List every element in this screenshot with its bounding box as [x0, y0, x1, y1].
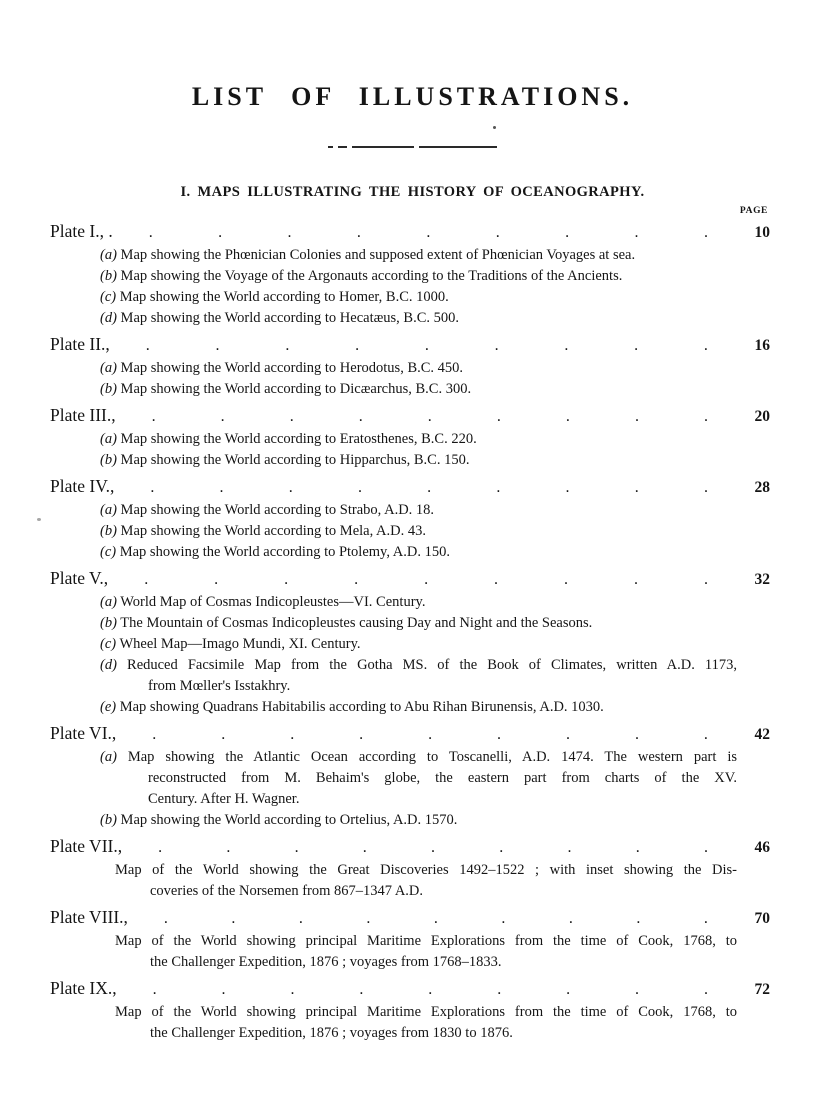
- plate-entry: [100, 521, 737, 542]
- leader-dot: .: [219, 479, 224, 496]
- plate-title: Plate II.,: [50, 334, 110, 354]
- plate-title: Plate III.,: [50, 405, 116, 425]
- leader-dot: .: [427, 408, 432, 425]
- leader-dot: .: [214, 571, 219, 588]
- leader-dot: .: [294, 839, 299, 856]
- leader-dot: .: [428, 981, 433, 998]
- plate-title: Plate V.,: [50, 568, 109, 588]
- leader-dot: .: [635, 981, 640, 998]
- ink-speck: [37, 518, 41, 521]
- leader-dot: .: [284, 571, 289, 588]
- entry-line: (d) Map showing the World according to Hecatæus, B.C. 500.: [100, 310, 460, 326]
- dot-leader: [110, 334, 736, 357]
- leader-dot: .: [357, 479, 362, 496]
- leader-dot: .: [366, 910, 371, 927]
- leader-dot: .: [231, 910, 236, 927]
- plate-row: [50, 567, 770, 591]
- leader-dot: .: [287, 224, 292, 241]
- entry-line: the Challenger Expedition, 1876 ; voyages from 1830 to 1876.: [150, 1025, 513, 1041]
- leader-dot: .: [356, 224, 361, 241]
- plate-row: [50, 906, 770, 930]
- ornament-rule: [328, 146, 498, 148]
- leader-dot: .: [145, 337, 150, 354]
- dot-leader: [108, 568, 736, 591]
- entry-line: Map of the World showing principal Maritime Explorations from the time of Cook, 1768, to: [115, 933, 737, 949]
- dot-leader: [128, 907, 736, 930]
- rule-segment: [352, 146, 414, 148]
- entry-line: (a) Map showing the World according to Eratosthenes, B.C. 220.: [100, 431, 477, 447]
- entry-line: (e) Map showing Quadrans Habitabilis according to Abu Rihan Birunensis, A.D. 1030.: [100, 699, 604, 715]
- entry-letter: (e): [100, 699, 117, 715]
- leader-dot: .: [501, 910, 506, 927]
- leader-dot: .: [633, 571, 638, 588]
- plate-page-number: 46: [754, 839, 770, 856]
- entry-letter: (a): [100, 247, 117, 263]
- leader-dot: .: [359, 726, 364, 743]
- entry-line: (a) Map showing the Atlantic Ocean according to Toscanelli, A.D. 1474. The western part is: [100, 749, 737, 765]
- entry-line: reconstructed from M. Behaim's globe, the eastern part from charts of the XV.: [148, 770, 737, 786]
- plate-title: Plate IV.,: [50, 476, 115, 496]
- plate-entry: [100, 655, 737, 697]
- leader-dot: .: [152, 726, 157, 743]
- leader-dot: .: [144, 571, 149, 588]
- leader-dot: .: [226, 839, 231, 856]
- leader-dot: .: [290, 726, 295, 743]
- dot-leader: [114, 476, 736, 499]
- entry-line: (b) The Mountain of Cosmas Indicopleustes causing Day and Night and the Seasons.: [100, 615, 593, 631]
- leader-dot: .: [221, 981, 226, 998]
- leader-dot: .: [703, 910, 708, 927]
- plate-page-number: 70: [754, 910, 770, 927]
- entry-line: (b) Map showing the Voyage of the Argonauts according to the Traditions of the Ancients.: [100, 268, 623, 284]
- leader-dot: .: [564, 571, 568, 588]
- entry-line: (c) Wheel Map—Imago Mundi, XI. Century.: [100, 636, 361, 652]
- leader-dot: .: [566, 981, 571, 998]
- plate-entry: [100, 747, 737, 810]
- leader-dot: .: [703, 479, 708, 496]
- entry-line: from Mœller's Isstakhry.: [148, 678, 291, 694]
- leader-dot: .: [703, 571, 708, 588]
- leader-dot: .: [703, 981, 708, 998]
- leader-dot: .: [497, 726, 502, 743]
- plate-page-number: 16: [754, 337, 770, 354]
- entry-line: (a) Map showing the World according to Strabo, A.D. 18.: [100, 502, 435, 518]
- entry-letter: (b): [100, 523, 117, 539]
- section-heading: I. MAPS ILLUSTRATING THE HISTORY OF OCEANOGRAPHY.: [180, 184, 645, 200]
- plate-row: [50, 835, 770, 859]
- rule-segment: [419, 146, 497, 148]
- entry-letter: (a): [100, 502, 117, 518]
- plate-entry: [100, 500, 737, 521]
- plate-entry: [100, 810, 737, 831]
- leader-dot: .: [565, 408, 570, 425]
- entry-letter: (d): [100, 310, 117, 326]
- entry-line: (b) Map showing the World according to Mela, A.D. 43.: [100, 523, 426, 539]
- plate-row: [50, 977, 770, 1001]
- entry-line: (a) World Map of Cosmas Indicopleustes—VI. Century.: [100, 594, 426, 610]
- dot-leader: [122, 836, 736, 859]
- plate-entry: [100, 450, 737, 471]
- leader-dot: .: [163, 910, 168, 927]
- plate-entry: [100, 266, 737, 287]
- entry-line: (a) Map showing the Phœnician Colonies and supposed extent of Phœnician Voyages at sea.: [100, 247, 636, 263]
- entry-letter: (d): [100, 657, 117, 673]
- leader-dot: .: [565, 224, 570, 241]
- rule-segment: [328, 146, 333, 148]
- leader-dot: .: [566, 726, 570, 743]
- plate-title: Plate VI.,: [50, 723, 117, 743]
- entry-letter: (c): [100, 289, 117, 305]
- plate-entry: [100, 379, 737, 400]
- entry-letter: (c): [100, 636, 117, 652]
- leader-dot: .: [355, 337, 360, 354]
- leader-dot: .: [634, 408, 639, 425]
- entry-line: coveries of the Norsemen from 867–1347 A.D.: [150, 883, 424, 899]
- leader-dot: .: [424, 571, 429, 588]
- leader-dot: .: [703, 337, 708, 354]
- leader-dot: .: [703, 839, 708, 856]
- plate-row: [50, 220, 770, 244]
- entry-line: Century. After H. Wagner.: [148, 791, 300, 807]
- leader-dot: .: [703, 726, 708, 743]
- leader-dot: .: [634, 337, 639, 354]
- entry-letter: (b): [100, 268, 117, 284]
- leader-dot: .: [362, 839, 367, 856]
- leader-dot: .: [148, 224, 153, 241]
- entry-letter: (b): [100, 812, 117, 828]
- leader-dot: .: [431, 839, 436, 856]
- leader-dot: .: [565, 479, 570, 496]
- leader-dot: .: [359, 981, 364, 998]
- dot-leader: [116, 405, 736, 428]
- leader-dot: .: [634, 224, 639, 241]
- plate-page-number: 20: [754, 408, 770, 425]
- plate-page-number: 32: [754, 571, 770, 588]
- entry-line: (c) Map showing the World according to Homer, B.C. 1000.: [100, 289, 449, 305]
- leader-dot: .: [494, 571, 499, 588]
- page-title: LIST OF ILLUSTRATIONS.: [191, 82, 634, 111]
- plate-entry: [100, 931, 737, 973]
- plate-title: Plate VIII.,: [50, 907, 128, 927]
- leader-dot: .: [499, 839, 504, 856]
- leader-dot: .: [567, 839, 572, 856]
- entry-line: the Challenger Expedition, 1876 ; voyages from 1768–1833.: [150, 954, 502, 970]
- leader-dot: .: [703, 224, 708, 241]
- page-column-label: PAGE: [739, 206, 768, 216]
- plate-entry: [100, 613, 737, 634]
- plate-page-number: 72: [754, 981, 770, 998]
- plate-entry: [100, 308, 737, 329]
- entry-line: Map of the World showing the Great Discoveries 1492–1522 ; with inset showing the Dis-: [115, 862, 737, 878]
- leader-dot: .: [288, 479, 293, 496]
- leader-dot: .: [433, 910, 438, 927]
- plate-title: Plate IX.,: [50, 978, 117, 998]
- leader-dot: .: [634, 726, 639, 743]
- leader-dot: .: [285, 337, 290, 354]
- plate-entry: [100, 634, 737, 655]
- entry-letter: (b): [100, 615, 117, 631]
- leader-dot: .: [428, 726, 433, 743]
- leader-dot: .: [427, 479, 432, 496]
- ink-speck: [493, 126, 496, 129]
- leader-dot: .: [289, 408, 294, 425]
- leader-dot: .: [218, 224, 223, 241]
- leader-dot: .: [564, 337, 569, 354]
- plate-page-number: 28: [754, 479, 770, 496]
- leader-dot: .: [634, 479, 639, 496]
- plate-entry: [100, 287, 737, 308]
- leader-dot: .: [568, 910, 573, 927]
- leader-dot: .: [703, 408, 708, 425]
- leader-dot: .: [151, 408, 156, 425]
- leader-dot: .: [354, 571, 359, 588]
- entry-line: (b) Map showing the World according to Dicæarchus, B.C. 300.: [100, 381, 472, 397]
- leader-dot: .: [496, 408, 501, 425]
- leader-dot: .: [215, 337, 220, 354]
- leader-dot: .: [494, 337, 499, 354]
- plate-entry: [100, 245, 737, 266]
- dot-leader: [113, 221, 736, 244]
- plate-entry: [100, 592, 737, 613]
- entry-line: (b) Map showing the World according to Ortelius, A.D. 1570.: [100, 812, 458, 828]
- leader-dot: .: [495, 224, 500, 241]
- plate-entry: [100, 542, 737, 563]
- plate-entry: [100, 358, 737, 379]
- plate-entry: [100, 429, 737, 450]
- leader-dot: .: [150, 479, 155, 496]
- entry-line: (d) Reduced Facsimile Map from the Gotha MS. of the Book of Climates, written A.D. 1173,: [100, 657, 737, 673]
- entry-line: (b) Map showing the World according to Hipparchus, B.C. 150.: [100, 452, 470, 468]
- plate-row: [50, 404, 770, 428]
- leader-dot: .: [221, 726, 226, 743]
- entry-letter: (b): [100, 381, 117, 397]
- entry-letter: (a): [100, 594, 117, 610]
- plate-page-number: 42: [754, 726, 770, 743]
- plate-entry: [100, 1002, 737, 1044]
- dot-leader: [116, 723, 736, 746]
- plate-row: [50, 475, 770, 499]
- leader-dot: .: [424, 337, 429, 354]
- leader-dot: .: [635, 839, 640, 856]
- entry-line: Map of the World showing principal Maritime Explorations from the time of Cook, 1768, to: [115, 1004, 737, 1020]
- rule-segment: [338, 146, 347, 148]
- leader-dot: .: [426, 224, 431, 241]
- dot-leader: [117, 978, 736, 1001]
- entry-line: (c) Map showing the World according to Ptolemy, A.D. 150.: [100, 544, 451, 560]
- leader-dot: .: [636, 910, 641, 927]
- entry-letter: (a): [100, 431, 117, 447]
- entry-letter: (c): [100, 544, 117, 560]
- leader-dot: .: [358, 408, 363, 425]
- plate-title: Plate I., .: [50, 221, 113, 241]
- leader-dot: .: [152, 981, 157, 998]
- plate-row: [50, 333, 770, 357]
- leader-dot: .: [496, 479, 501, 496]
- plate-entry: [100, 860, 737, 902]
- entry-line: (a) Map showing the World according to Herodotus, B.C. 450.: [100, 360, 464, 376]
- leader-dot: .: [497, 981, 502, 998]
- plate-page-number: 10: [754, 224, 770, 241]
- plate-entry: [100, 697, 737, 718]
- leader-dot: .: [220, 408, 225, 425]
- plate-title: Plate VII.,: [50, 836, 123, 856]
- leader-dot: .: [290, 981, 295, 998]
- plate-row: [50, 722, 770, 746]
- leader-dot: .: [298, 910, 303, 927]
- entry-letter: (b): [100, 452, 117, 468]
- entry-letter: (a): [100, 749, 117, 765]
- leader-dot: .: [158, 839, 163, 856]
- entry-letter: (a): [100, 360, 117, 376]
- plates-list: [0, 220, 825, 1044]
